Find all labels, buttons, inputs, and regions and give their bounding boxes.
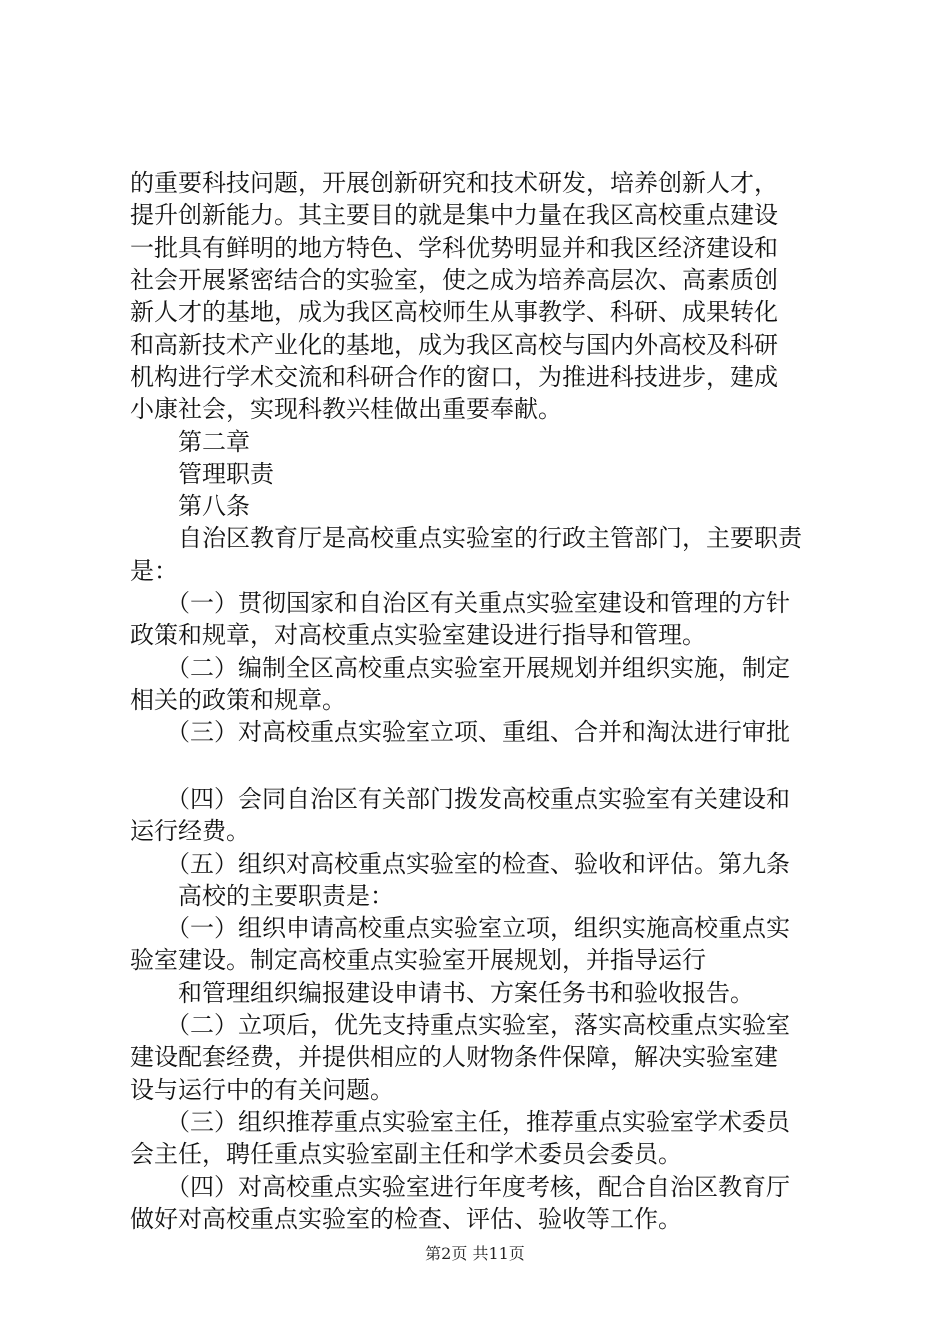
body-text-line: 做好对高校重点实验室的检查、评估、验收等工作。 xyxy=(130,1205,682,1233)
list-item-line: （四）会同自治区有关部门拨发高校重点实验室有关建设和 xyxy=(166,784,790,813)
body-text-line: 的重要科技问题，开展创新研究和技术研发，培养创新人才， xyxy=(130,169,778,197)
body-text-line: 设与运行中的有关问题。 xyxy=(130,1075,394,1104)
body-text-line: 小康社会，实现科教兴桂做出重要奉献。 xyxy=(130,395,562,424)
body-text-line: 运行经费。 xyxy=(130,817,250,846)
body-text-line: 提升创新能力。其主要目的就是集中力量在我区高校重点建设 xyxy=(130,201,778,230)
body-text-line: 社会开展紧密结合的实验室，使之成为培养高层次、高素质创 xyxy=(130,265,778,294)
body-text-line: 会主任，聘任重点实验室副主任和学术委员会委员。 xyxy=(130,1140,682,1169)
list-item-line: （五）组织对高校重点实验室的检查、验收和评估。第九条 xyxy=(166,849,790,878)
body-text-line: 政策和规章，对高校重点实验室建设进行指导和管理。 xyxy=(130,621,706,650)
list-item-line: （三）对高校重点实验室立项、重组、合并和淘汰进行审批 xyxy=(166,718,790,747)
body-text-line: 相关的政策和规章。 xyxy=(130,686,346,715)
body-text-line: 是： xyxy=(130,556,178,585)
list-item-line: （四）对高校重点实验室进行年度考核，配合自治区教育厅 xyxy=(166,1172,790,1201)
body-text-line: 自治区教育厅是高校重点实验室的行政主管部门，主要职责 xyxy=(178,524,802,553)
article-heading: 第八条 xyxy=(178,492,250,521)
list-item-line: （一）贯彻国家和自治区有关重点实验室建设和管理的方针 xyxy=(166,589,790,618)
body-text-line: 验室建设。制定高校重点实验室开展规划，并指导运行 xyxy=(130,946,706,975)
body-text-line: 高校的主要职责是： xyxy=(178,881,394,910)
chapter-heading: 第二章 xyxy=(178,427,250,456)
body-text-line: 新人才的基地，成为我区高校师生从事教学、科研、成果转化 xyxy=(130,298,778,327)
body-text-line: 和高新技术产业化的基地，成为我区高校与国内外高校及科研 xyxy=(130,330,778,359)
body-text-line: 和管理组织编报建设申请书、方案任务书和验收报告。 xyxy=(178,978,754,1007)
list-item-line: （二）编制全区高校重点实验室开展规划并组织实施，制定 xyxy=(166,653,790,682)
chapter-title: 管理职责 xyxy=(178,459,274,488)
body-text-line: 建设配套经费，并提供相应的人财物条件保障，解决实验室建 xyxy=(130,1043,778,1072)
list-item-line: （一）组织申请高校重点实验室立项，组织实施高校重点实 xyxy=(166,914,790,943)
list-item-line: （三）组织推荐重点实验室主任，推荐重点实验室学术委员 xyxy=(166,1108,790,1137)
list-item-line: （二）立项后，优先支持重点实验室，落实高校重点实验室 xyxy=(166,1011,790,1040)
body-text-line: 一批具有鲜明的地方特色、学科优势明显并和我区经济建设和 xyxy=(130,233,778,262)
body-text-line: 机构进行学术交流和科研合作的窗口，为推进科技进步，建成 xyxy=(130,362,778,391)
page-footer: 第2页 共11页 xyxy=(425,1244,525,1263)
